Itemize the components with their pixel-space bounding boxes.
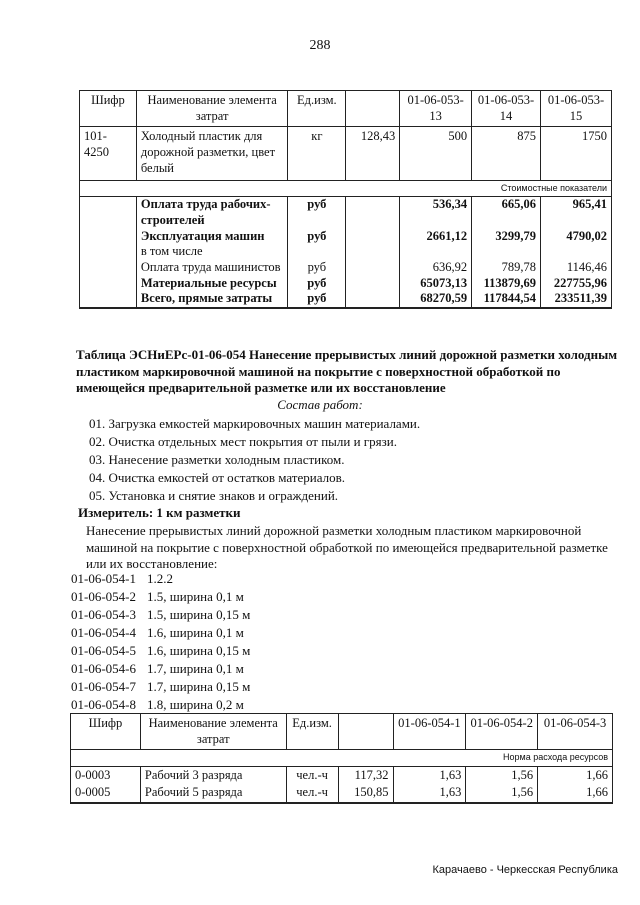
code-id: 01-06-054-2 — [71, 589, 136, 604]
code-id: 01-06-054-6 — [71, 661, 136, 676]
work-step: 02. Очистка отдельных мест покрытия от пыли и грязи. — [89, 434, 397, 449]
header-col-14: 01-06-053-14 — [472, 91, 541, 127]
table-row — [80, 276, 612, 292]
footer-region: Карачаево - Черкесская Республика — [432, 864, 618, 876]
work-title: Состав работ: — [277, 397, 363, 412]
cost-v2: 3299,79 — [472, 229, 541, 245]
table-row — [71, 766, 613, 784]
header-code: Шифр — [80, 91, 137, 127]
code-text: 1.5, ширина 0,15 м — [147, 607, 251, 622]
cost-name: Всего, прямые затраты — [136, 291, 288, 308]
description: Нанесение прерывистых линий дорожной разметки холодным пластиком маркировочной машиной на покрытие с поверхностной обработкой по имеющейся предварительной разметке или их восстановление: — [86, 523, 608, 571]
cost-v3: 233511,39 — [541, 291, 612, 308]
cost-unit: руб — [288, 260, 346, 276]
cell-v3: 1,66 — [538, 784, 613, 803]
cell-unit: чел.-ч — [286, 784, 338, 803]
cell-code: 101-4250 — [80, 127, 137, 181]
cost-v1: 536,34 — [400, 197, 472, 229]
cell-code: 0-0005 — [71, 784, 141, 803]
code-item — [71, 643, 250, 659]
header-blank — [338, 714, 393, 750]
cost-name: Оплата труда рабочих-строителей — [136, 197, 288, 229]
code-text: 1.6, ширина 0,15 м — [147, 643, 251, 658]
code-item — [71, 697, 244, 713]
norm-header-label: Норма расхода ресурсов — [393, 750, 612, 766]
cost-v1: 68270,59 — [400, 291, 472, 308]
cost-table — [79, 90, 612, 309]
code-item — [71, 625, 244, 641]
cost-v2: 113879,69 — [472, 276, 541, 292]
table-row — [80, 197, 612, 229]
cost-v3: 1146,46 — [541, 260, 612, 276]
cost-name: Материальные ресурсы — [136, 276, 288, 292]
code-id: 01-06-054-5 — [71, 643, 136, 658]
cell-name: Холодный пластик для дорожной разметки, цвет белый — [136, 127, 288, 181]
code-item — [71, 661, 244, 677]
code-item — [71, 607, 250, 623]
code-text: 1.6, ширина 0,1 м — [147, 625, 244, 640]
code-id: 01-06-054-8 — [71, 697, 136, 712]
cell-code: 0-0003 — [71, 766, 141, 784]
code-id: 01-06-054-4 — [71, 625, 136, 640]
table-header-row — [80, 91, 612, 127]
cell-v3: 1750 — [541, 127, 612, 181]
table-row — [80, 229, 612, 245]
header-blank — [346, 91, 400, 127]
code-item — [71, 589, 244, 605]
cell-base: 128,43 — [346, 127, 400, 181]
cell-base: 150,85 — [338, 784, 393, 803]
code-text: 1.7, ширина 0,15 м — [147, 679, 251, 694]
cell-v2: 1,56 — [466, 784, 538, 803]
work-step: 03. Нанесение разметки холодным пластиком. — [89, 452, 345, 467]
cost-name: Оплата труда машинистов — [136, 260, 288, 276]
code-item — [71, 571, 173, 587]
cost-v2: 665,06 — [472, 197, 541, 229]
header-col-2: 01-06-054-2 — [466, 714, 538, 750]
cost-v2: 789,78 — [472, 260, 541, 276]
code-text: 1.8, ширина 0,2 м — [147, 697, 244, 712]
cost-v3: 965,41 — [541, 197, 612, 229]
cell-v1: 1,63 — [393, 766, 466, 784]
cost-unit: руб — [288, 197, 346, 229]
work-step: 01. Загрузка емкостей маркировочных машин материалами. — [89, 416, 421, 431]
header-name: Наименование элемента затрат — [140, 714, 286, 750]
header-col-3: 01-06-054-3 — [538, 714, 613, 750]
header-name: Наименование элемента затрат — [136, 91, 288, 127]
table-row — [80, 127, 612, 181]
header-unit: Ед.изм. — [288, 91, 346, 127]
cell-v2: 875 — [472, 127, 541, 181]
measure-unit: Измеритель: 1 км разметки — [78, 505, 241, 520]
cost-v1: 636,92 — [400, 260, 472, 276]
work-step: 04. Очистка емкостей от остатков материалов. — [89, 470, 345, 485]
cost-header-label: Стоимостные показатели — [400, 181, 612, 197]
code-id: 01-06-054-7 — [71, 679, 136, 694]
header-col-1: 01-06-054-1 — [393, 714, 466, 750]
cell-v2: 1,56 — [466, 766, 538, 784]
cell-v1: 500 — [400, 127, 472, 181]
code-id: 01-06-054-3 — [71, 607, 136, 622]
table-row — [80, 291, 612, 308]
cost-v1: 65073,13 — [400, 276, 472, 292]
code-text: 1.2.2 — [147, 571, 173, 586]
code-text: 1.5, ширина 0,1 м — [147, 589, 244, 604]
table-header-row — [71, 714, 613, 750]
header-col-13: 01-06-053-13 — [400, 91, 472, 127]
norm-header-row — [71, 750, 613, 766]
cost-header-row — [80, 181, 612, 197]
code-id: 01-06-054-1 — [71, 571, 136, 586]
cost-v3: 4790,02 — [541, 229, 612, 245]
cell-unit: кг — [288, 127, 346, 181]
cell-name: Рабочий 5 разряда — [140, 784, 286, 803]
cost-name: Эксплуатация машин — [136, 229, 288, 245]
cell-v1: 1,63 — [393, 784, 466, 803]
cell-unit: чел.-ч — [286, 766, 338, 784]
header-code: Шифр — [71, 714, 141, 750]
cost-unit: руб — [288, 291, 346, 308]
cost-v3: 227755,96 — [541, 276, 612, 292]
cell-base: 117,32 — [338, 766, 393, 784]
header-col-15: 01-06-053-15 — [541, 91, 612, 127]
cost-v2: 117844,54 — [472, 291, 541, 308]
cost-unit: руб — [288, 229, 346, 245]
cost-v1: 2661,12 — [400, 229, 472, 245]
cost-name: в том числе — [136, 244, 288, 260]
resource-table — [70, 713, 613, 804]
cell-name: Рабочий 3 разряда — [140, 766, 286, 784]
code-text: 1.7, ширина 0,1 м — [147, 661, 244, 676]
code-item — [71, 679, 250, 695]
cell-v3: 1,66 — [538, 766, 613, 784]
cost-unit: руб — [288, 276, 346, 292]
table-row — [80, 260, 612, 276]
table-row — [71, 784, 613, 803]
table-row — [80, 244, 612, 260]
section-heading: Таблица ЭСНиЕРс-01-06-054 Нанесение прерывистых линий дорожной разметки холодным пластиком маркировочной машиной на покрытие с поверхностной обработкой по имеющейся предварительной разметке или их восстановление — [76, 347, 618, 395]
page-number: 288 — [309, 38, 331, 53]
header-unit: Ед.изм. — [286, 714, 338, 750]
work-step: 05. Установка и снятие знаков и ограждений. — [89, 488, 339, 503]
